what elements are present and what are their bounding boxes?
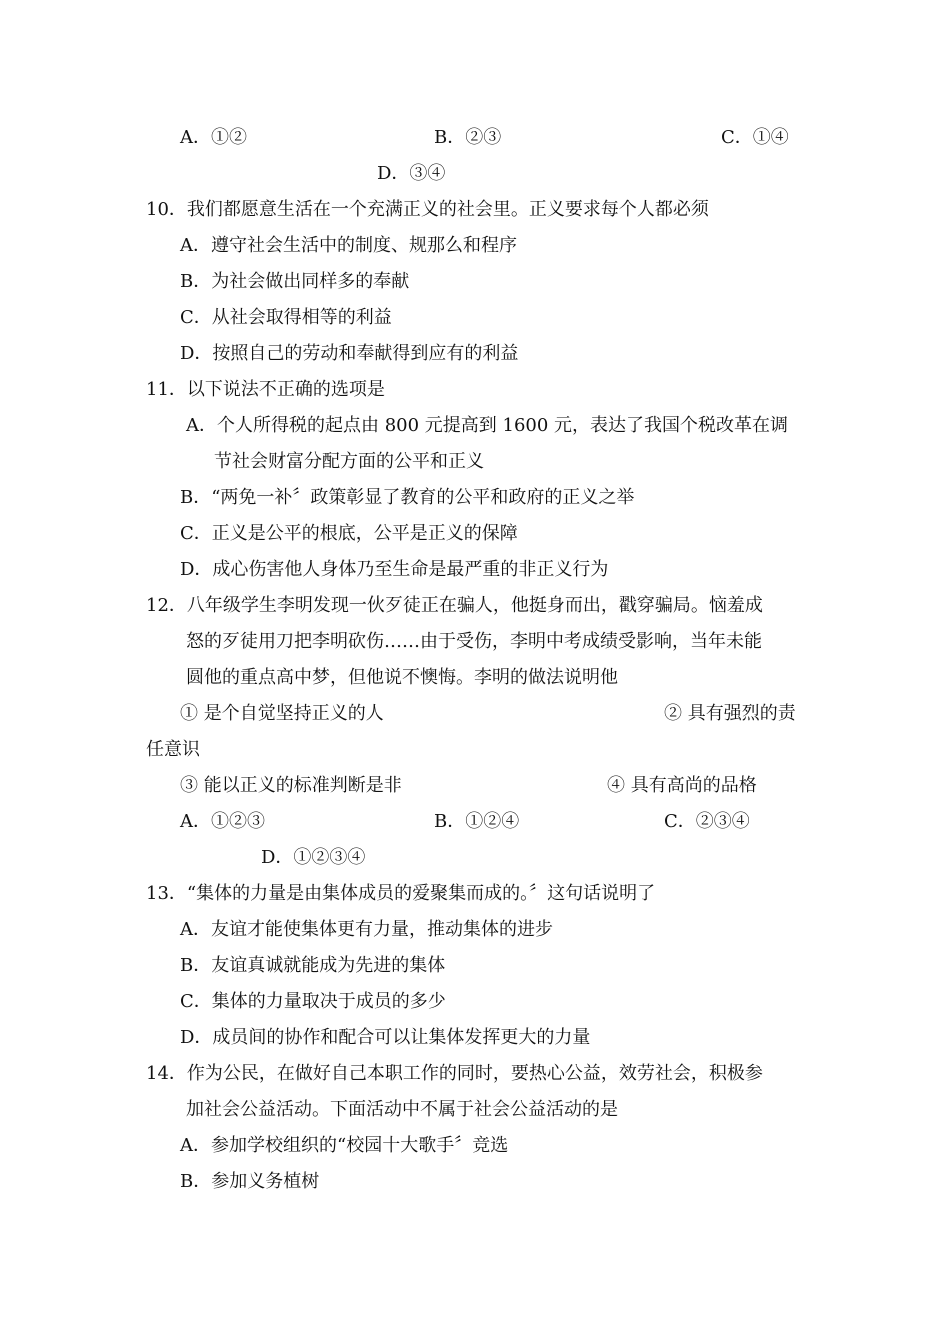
q13-option-b: B．友谊真诚就能成为先进的集体 (180, 955, 446, 976)
q10-option-d: D．按照自己的劳动和奉献得到应有的利益 (180, 343, 519, 364)
q14-stem-line1: 14．作为公民，在做好自己本职工作的同时，要热心公益，效劳社会，积极参 (146, 1063, 763, 1084)
q12-option-d: D．①②③④ (261, 847, 366, 868)
q13-stem: 13．“集体的力量是由集体成员的爱聚集而成的。〞这句话说明了 (146, 883, 656, 904)
q12-item-2-continued: 任意识 (146, 739, 200, 760)
q10-option-a: A．遵守社会生活中的制度、规那么和程序 (180, 235, 517, 256)
q11-option-d: D．成心伤害他人身体乃至生命是最严重的非正义行为 (180, 559, 609, 580)
q11-option-a-line1: A．个人所得税的起点由 800 元提高到 1600 元，表达了我国个税改革在调 (186, 415, 789, 436)
q14-option-b: B．参加义务植树 (180, 1171, 320, 1192)
q12-option-c: C．②③④ (664, 811, 750, 832)
q14-option-a: A．参加学校组织的“校园十大歌手〞竞选 (180, 1135, 509, 1156)
q12-stem-line1: 12．八年级学生李明发现一伙歹徒正在骗人，他挺身而出，戳穿骗局。恼羞成 (146, 595, 763, 616)
q9-option-b: B．②③ (434, 127, 502, 148)
q10-option-b: B．为社会做出同样多的奉献 (180, 271, 410, 292)
q12-item-1: ① 是个自觉坚持正义的人 (180, 703, 384, 724)
q13-option-a: A．友谊才能使集体更有力量，推动集体的进步 (180, 919, 553, 940)
q12-stem-line3: 圆他的重点高中梦，但他说不懊悔。李明的做法说明他 (186, 667, 618, 688)
q9-option-c: C．①④ (721, 127, 789, 148)
q11-option-c: C．正义是公平的根底，公平是正义的保障 (180, 523, 518, 544)
q14-stem-line2: 加社会公益活动。下面活动中不属于社会公益活动的是 (186, 1099, 618, 1120)
q12-stem-line2: 怒的歹徒用刀把李明砍伤……由于受伤，李明中考成绩受影响，当年未能 (186, 631, 762, 652)
q12-item-2: ② 具有强烈的责 (664, 703, 796, 724)
q11-option-a-line2: 节社会财富分配方面的公平和正义 (214, 451, 484, 472)
q11-stem: 11．以下说法不正确的选项是 (146, 379, 385, 400)
q10-stem: 10．我们都愿意生活在一个充满正义的社会里。正义要求每个人都必须 (146, 199, 709, 220)
q12-item-3: ③ 能以正义的标准判断是非 (180, 775, 402, 796)
q13-option-d: D．成员间的协作和配合可以让集体发挥更大的力量 (180, 1027, 591, 1048)
q9-option-a: A．①② (180, 127, 247, 148)
q12-option-b: B．①②④ (434, 811, 520, 832)
q13-option-c: C．集体的力量取决于成员的多少 (180, 991, 446, 1012)
q12-item-4: ④ 具有高尚的品格 (607, 775, 757, 796)
q12-option-a: A．①②③ (180, 811, 265, 832)
q10-option-c: C．从社会取得相等的利益 (180, 307, 392, 328)
q11-option-b: B．“两免一补〞政策彰显了教育的公平和政府的正义之举 (180, 487, 635, 508)
q9-option-d: D．③④ (377, 163, 446, 184)
